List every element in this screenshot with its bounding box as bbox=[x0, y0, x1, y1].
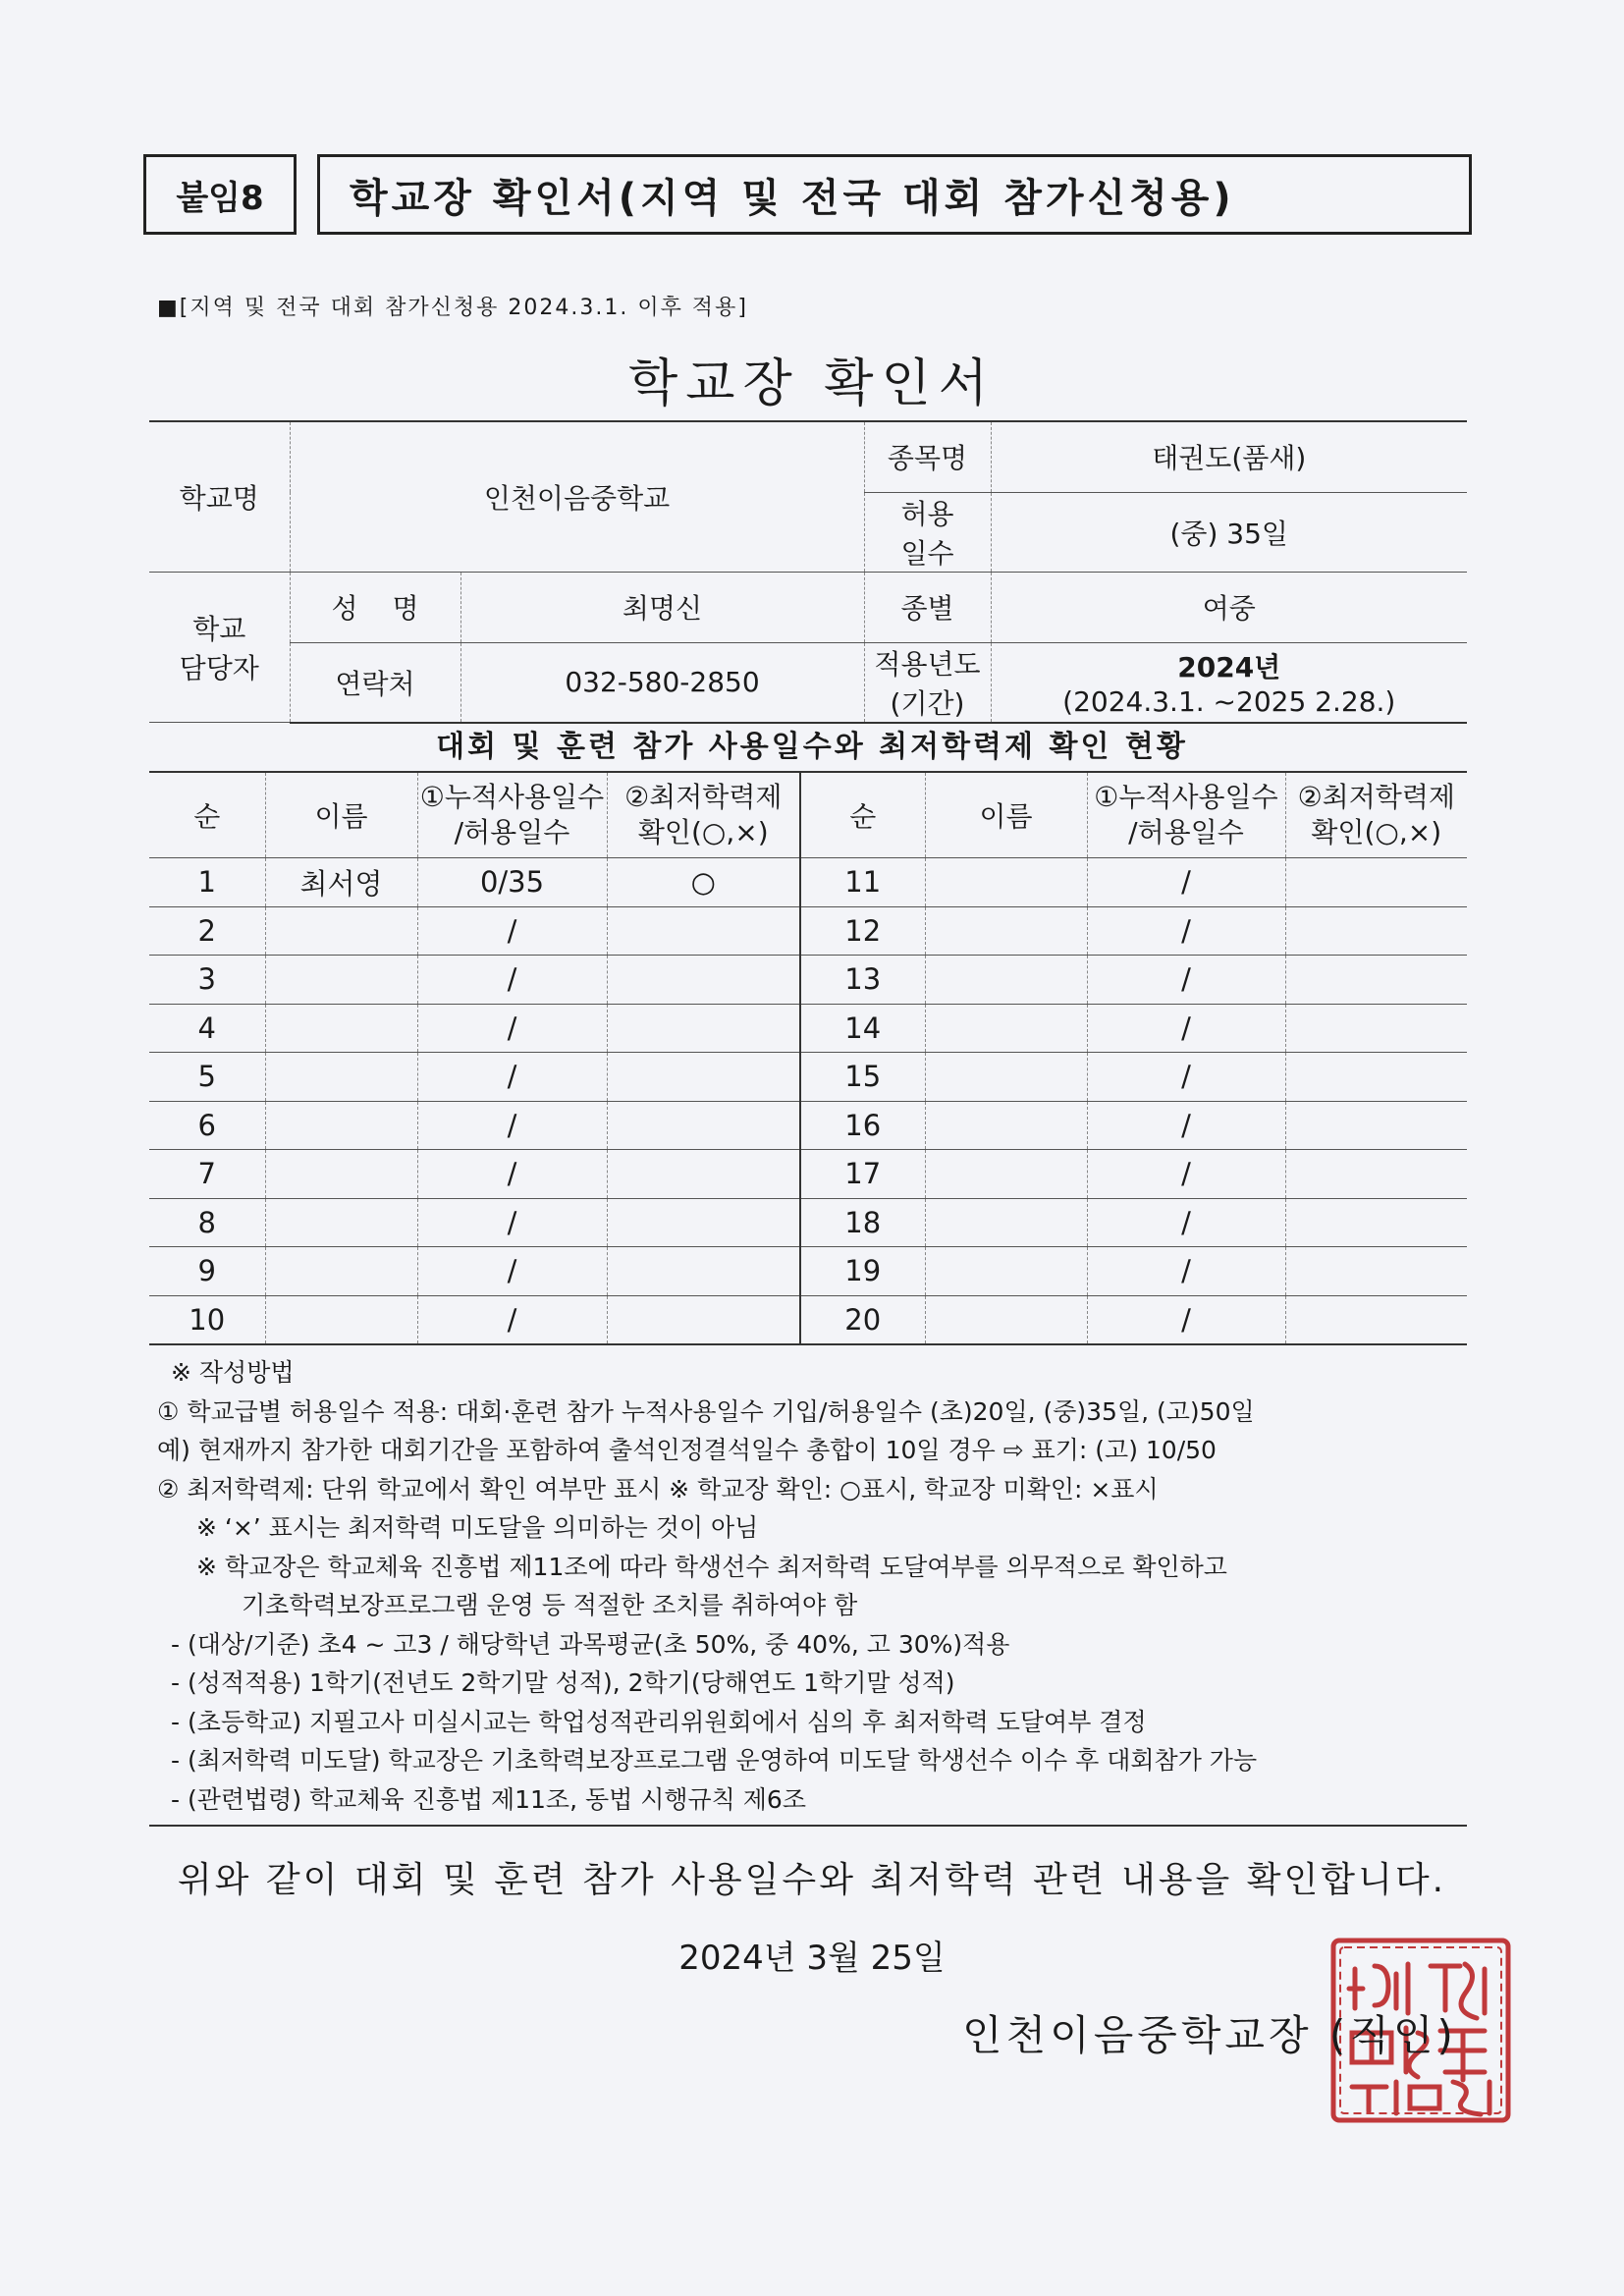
allowed-days-value: (중) 35일 bbox=[991, 492, 1467, 572]
row-no-2: 14 bbox=[800, 1004, 925, 1053]
row-name bbox=[265, 1004, 417, 1053]
note-line: ※ ‘×’ 표시는 최저학력 미도달을 의미하는 것이 아님 bbox=[196, 1513, 759, 1542]
school-value: 인천이음중학교 bbox=[290, 421, 864, 572]
note-line: - (관련법령) 학교체육 진흥법 제11조, 동법 시행규칙 제6조 bbox=[171, 1784, 806, 1814]
row-check bbox=[607, 1004, 800, 1053]
row-check bbox=[607, 956, 800, 1005]
row-no-2: 16 bbox=[800, 1101, 925, 1150]
header-days-2 bbox=[1087, 772, 1285, 858]
header-days-line1: ①누적사용일수 bbox=[419, 781, 605, 813]
header-days-2-line1: ①누적사용일수 bbox=[1094, 781, 1278, 813]
row-days-2: / bbox=[1087, 1101, 1285, 1150]
table-row bbox=[149, 1004, 1467, 1053]
row-name-2 bbox=[925, 1150, 1087, 1199]
school-info-table bbox=[149, 420, 1467, 724]
year-label bbox=[864, 642, 991, 723]
row-no-2: 19 bbox=[800, 1247, 925, 1296]
period-value-text: (2024.3.1. ~2025 2.28.) bbox=[1062, 685, 1396, 718]
row-days-2: / bbox=[1087, 1004, 1285, 1053]
table-row bbox=[149, 1150, 1467, 1199]
signing-date: 2024년 3월 25일 bbox=[678, 1939, 946, 1978]
event-value: 태권도(품새) bbox=[991, 421, 1467, 492]
note-line: - (초등학교) 지필고사 미실시교는 학업성적관리위원회에서 심의 후 최저학력 도달여부 결정 bbox=[171, 1707, 1147, 1736]
row-check-2 bbox=[1285, 1198, 1467, 1247]
row-no: 1 bbox=[149, 858, 265, 907]
row-days-2: / bbox=[1087, 956, 1285, 1005]
row-no: 6 bbox=[149, 1101, 265, 1150]
row-no-2: 20 bbox=[800, 1295, 925, 1344]
note-line: - (성적적용) 1학기(전년도 2학기말 성적), 2학기(당해연도 1학기말 성적) bbox=[171, 1668, 955, 1697]
header-check-2-line2: 확인(○,×) bbox=[1311, 816, 1442, 848]
row-no: 8 bbox=[149, 1198, 265, 1247]
row-name bbox=[265, 1101, 417, 1150]
header-check-line2: 확인(○,×) bbox=[637, 816, 769, 848]
contact-label: 연락처 bbox=[290, 642, 460, 723]
row-no: 7 bbox=[149, 1150, 265, 1199]
year-value-text: 2024년 bbox=[1177, 651, 1281, 683]
writing-instructions bbox=[157, 1353, 1473, 1819]
allowed-days-label bbox=[864, 492, 991, 572]
row-name-2 bbox=[925, 956, 1087, 1005]
row-name bbox=[265, 1053, 417, 1102]
row-name-2 bbox=[925, 1053, 1087, 1102]
row-check-2 bbox=[1285, 1150, 1467, 1199]
row-no-2: 15 bbox=[800, 1053, 925, 1102]
row-no: 2 bbox=[149, 906, 265, 956]
row-days-2: / bbox=[1087, 1198, 1285, 1247]
table-row bbox=[149, 1053, 1467, 1102]
row-no: 3 bbox=[149, 956, 265, 1005]
table-row bbox=[149, 1101, 1467, 1150]
row-check bbox=[607, 1150, 800, 1199]
manager-label bbox=[149, 572, 290, 723]
table-row bbox=[149, 858, 1467, 907]
row-name bbox=[265, 906, 417, 956]
row-no: 10 bbox=[149, 1295, 265, 1344]
row-name-2 bbox=[925, 1101, 1087, 1150]
row-days-2: / bbox=[1087, 1247, 1285, 1296]
row-name-2 bbox=[925, 858, 1087, 907]
header-no-2: 순 bbox=[800, 772, 925, 858]
row-check-2 bbox=[1285, 956, 1467, 1005]
attachment-tag: 붙임8 bbox=[143, 154, 297, 235]
row-name-2 bbox=[925, 1295, 1087, 1344]
row-days: / bbox=[417, 1053, 607, 1102]
school-label: 학교명 bbox=[149, 421, 290, 572]
header-days bbox=[417, 772, 607, 858]
header-days-line2: /허용일수 bbox=[454, 816, 570, 848]
row-days: / bbox=[417, 1150, 607, 1199]
row-name bbox=[265, 956, 417, 1005]
header-name-2: 이름 bbox=[925, 772, 1087, 858]
section-title: 대회 및 훈련 참가 사용일수와 최저학력제 확인 현황 bbox=[436, 730, 1188, 764]
row-days: / bbox=[417, 956, 607, 1005]
table-row bbox=[149, 1247, 1467, 1296]
row-no: 9 bbox=[149, 1247, 265, 1296]
note-line: - (대상/기준) 초4 ~ 고3 / 해당학년 과목평균(초 50%, 중 40%, 고 30%)적용 bbox=[171, 1629, 1010, 1659]
row-name bbox=[265, 1150, 417, 1199]
note-line: 기초학력보장프로그램 운영 등 적절한 조치를 취하여야 함 bbox=[242, 1591, 858, 1619]
row-days: / bbox=[417, 1004, 607, 1053]
note-line: - (최저학력 미도달) 학교장은 기초학력보장프로그램 운영하여 미도달 학생선수 이수 후 대회참가 가능 bbox=[171, 1746, 1258, 1775]
row-check-2 bbox=[1285, 1053, 1467, 1102]
header-check-2 bbox=[1285, 772, 1467, 858]
row-no-2: 11 bbox=[800, 858, 925, 907]
row-name bbox=[265, 1295, 417, 1344]
row-check bbox=[607, 1101, 800, 1150]
row-name: 최서영 bbox=[265, 858, 417, 907]
year-value bbox=[991, 642, 1467, 723]
row-name bbox=[265, 1247, 417, 1296]
header-no: 순 bbox=[149, 772, 265, 858]
note-line: ※ 학교장은 학교체육 진흥법 제11조에 따라 학생선수 최저학력 도달여부를 의무적으로 확인하고 bbox=[196, 1552, 1227, 1581]
row-check bbox=[607, 1295, 800, 1344]
row-no-2: 17 bbox=[800, 1150, 925, 1199]
row-name-2 bbox=[925, 906, 1087, 956]
row-check-2 bbox=[1285, 1101, 1467, 1150]
row-check: ○ bbox=[607, 858, 800, 907]
header-title: 학교장 확인서(지역 및 전국 대회 참가신청용) bbox=[317, 154, 1472, 235]
manager-label-line1: 학교 bbox=[192, 612, 246, 645]
allowed-label-line1: 허용 bbox=[900, 497, 954, 530]
table-row bbox=[149, 1295, 1467, 1344]
confirmation-statement: 위와 같이 대회 및 훈련 참가 사용일수와 최저학력 관련 내용을 확인합니다. bbox=[177, 1860, 1447, 1900]
type-label: 종별 bbox=[864, 572, 991, 642]
row-days: / bbox=[417, 1101, 607, 1150]
principal-signature: 인천이음중학교장 (직인) bbox=[962, 2011, 1457, 2059]
year-label-line1: 적용년도 bbox=[874, 647, 981, 681]
row-check-2 bbox=[1285, 858, 1467, 907]
header-check bbox=[607, 772, 800, 858]
row-days: / bbox=[417, 1247, 607, 1296]
row-no-2: 18 bbox=[800, 1198, 925, 1247]
row-days: / bbox=[417, 906, 607, 956]
applicability-note: ■[지역 및 전국 대회 참가신청용 2024.3.1. 이후 적용] bbox=[157, 296, 748, 320]
row-name bbox=[265, 1198, 417, 1247]
type-value: 여중 bbox=[991, 572, 1467, 642]
header-check-line1: ②최저학력제 bbox=[624, 781, 783, 813]
header-check-2-line1: ②최저학력제 bbox=[1297, 781, 1455, 813]
note-line: ② 최저학력제: 단위 학교에서 확인 여부만 표시 ※ 학교장 확인: ○표시, 학교장 미확인: ×표시 bbox=[157, 1474, 1159, 1503]
row-check-2 bbox=[1285, 906, 1467, 956]
row-check bbox=[607, 1247, 800, 1296]
row-days-2: / bbox=[1087, 858, 1285, 907]
note-line: ① 학교급별 허용일수 적용: 대회·훈련 참가 누적사용일수 기입/허용일수 (초)20일, (중)35일, (고)50일 bbox=[157, 1396, 1255, 1426]
row-days-2: / bbox=[1087, 906, 1285, 956]
manager-label-line2: 담당자 bbox=[179, 651, 259, 684]
row-check bbox=[607, 1198, 800, 1247]
row-name-2 bbox=[925, 1247, 1087, 1296]
row-check bbox=[607, 1053, 800, 1102]
table-row bbox=[149, 1198, 1467, 1247]
row-days-2: / bbox=[1087, 1053, 1285, 1102]
row-days: 0/35 bbox=[417, 858, 607, 907]
table-row bbox=[149, 906, 1467, 956]
name-label: 성 명 bbox=[290, 572, 460, 642]
notes-heading: ※ 작성방법 bbox=[171, 1358, 295, 1387]
allowed-label-line2: 일수 bbox=[900, 536, 954, 570]
row-days: / bbox=[417, 1198, 607, 1247]
event-label: 종목명 bbox=[864, 421, 991, 492]
contact-value: 032-580-2850 bbox=[460, 642, 864, 723]
row-no-2: 12 bbox=[800, 906, 925, 956]
header-days-2-line2: /허용일수 bbox=[1128, 816, 1244, 848]
year-label-line2: (기간) bbox=[890, 686, 965, 720]
row-days-2: / bbox=[1087, 1295, 1285, 1344]
header-name: 이름 bbox=[265, 772, 417, 858]
table-row bbox=[149, 956, 1467, 1005]
row-no: 4 bbox=[149, 1004, 265, 1053]
row-check-2 bbox=[1285, 1004, 1467, 1053]
row-check-2 bbox=[1285, 1247, 1467, 1296]
row-days: / bbox=[417, 1295, 607, 1344]
row-no-2: 13 bbox=[800, 956, 925, 1005]
row-name-2 bbox=[925, 1004, 1087, 1053]
row-check-2 bbox=[1285, 1295, 1467, 1344]
document-title: 학교장 확인서 bbox=[628, 355, 996, 413]
row-check bbox=[607, 906, 800, 956]
divider bbox=[149, 1825, 1467, 1827]
row-days-2: / bbox=[1087, 1150, 1285, 1199]
row-name-2 bbox=[925, 1198, 1087, 1247]
row-no: 5 bbox=[149, 1053, 265, 1102]
note-line: 예) 현재까지 참가한 대회기간을 포함하여 출석인정결석일수 총합이 10일 경우 ⇨ 표기: (고) 10/50 bbox=[157, 1436, 1217, 1464]
participant-table bbox=[149, 771, 1467, 1345]
name-value: 최명신 bbox=[460, 572, 864, 642]
